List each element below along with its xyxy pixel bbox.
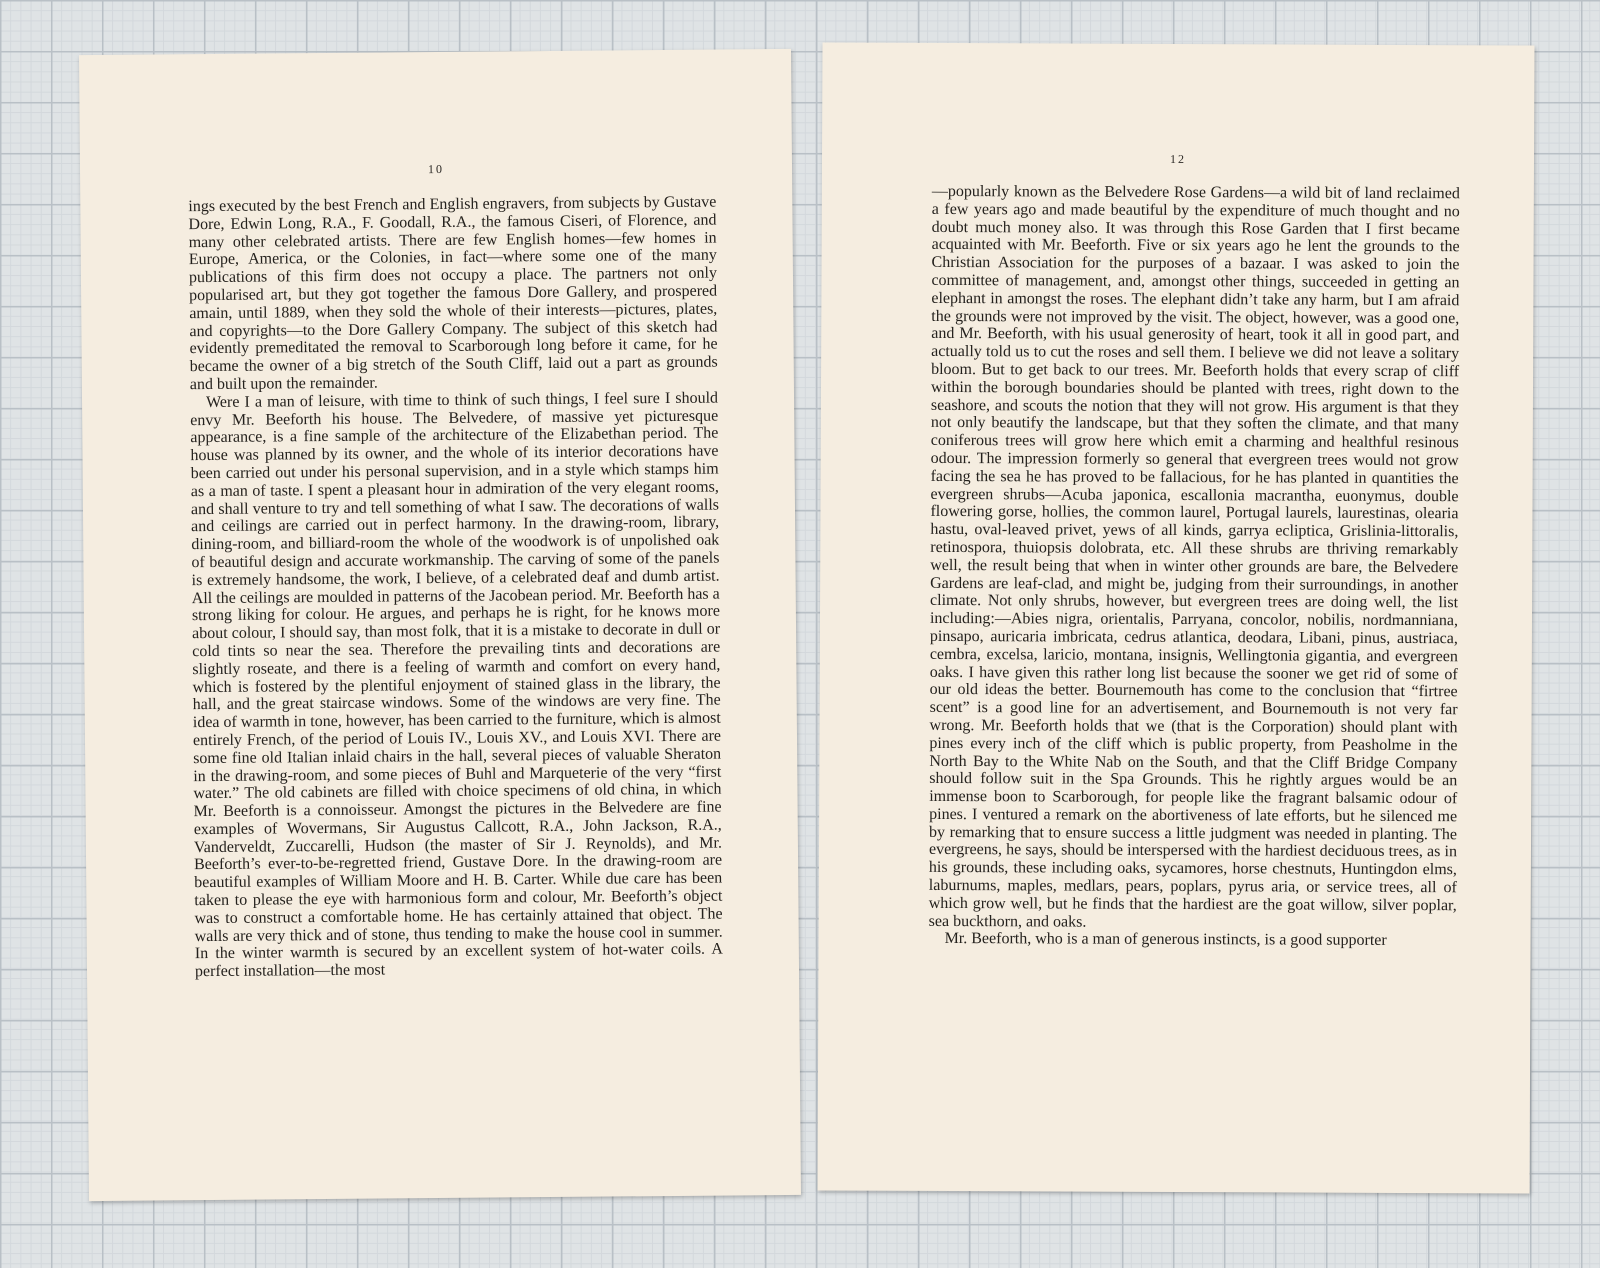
page-number: 10 [427,161,445,177]
page-number: 12 [1169,151,1187,167]
paragraph: Mr. Beeforth, who is a man of generous instincts, is a good supporter [944,930,1387,950]
page-right [817,42,1534,1193]
page-left [79,49,801,1201]
paragraph: ings executed by the best French and English engravers, from subjects by Gustave Dore, Edwin Long, R.A., F. Goodall, R.A., the famous Ciseri, of Florence, and many other celebrated artists. There are few English homes—few homes in Europe, America, or the Colonies, in fact—where some one of the many publications of this firm does not occupy a place. The partners not only popularised art, but they got together the famous Dore Gallery, and prospered amain, until 1889, when they sold the whole of their interests—pictures, plates, and copyrights—to the Dore Gallery Company. The subject of this sketch had evidently premeditated the removal to Scarborough long before it came, for he became the owner of a big stretch of the South Cliff, laid out a part as grounds and built upon the remainder. [188,193,718,394]
page-body-text [929,183,1460,951]
paragraph: —popularly known as the Belvedere Rose Gardens—a wild bit of land reclaimed a few years ago and made beautiful by the expenditure of much thought and no doubt much money also. It was through this Rose Garden that I first became acquainted with Mr. Beeforth. Five or six years ago he lent the grounds to the Christian Association for the purposes of a bazaar. I was asked to join the committee of management, and, amongst other things, succeeded in getting an elephant in amongst the roses. The elephant didn’t take any harm, but I am afraid the grounds were not improved by the visit. The object, however, was a good one, and Mr. Beeforth, with his usual generosity of heart, took it all in good part, and actually told us to cut the roses and sell them. I believe we did not leave a solitary bloom. But to get back to our trees. Mr. Beeforth holds that every scrap of cliff within the borough boundaries should be planted with trees, right down to the seashore, and scouts the notion that they will not grow. His argument is that they not only beautify the landscape, but that they soften the climate, and that many coniferous trees will grow here which emit a charming and healthful resinous odour. The impression formerly so general that evergreen trees would not grow facing the sea he has proved to be fallacious, for he has planted in quantities the evergreen shrubs—Acuba japonica, escallonia macrantha, euonymus, double flowering gorse, hollies, the common laurel, Portugal laurels, laurestinas, olearia hastu, oval-leaved privet, yews of all kinds, garrya ecliptica, Grislinia-littoralis, retinospora, thuiopsis dolobrata, etc. All these shrubs are thriving remarkably well, the result being that when in winter other grounds are bare, the Belvedere Gardens are leaf-clad, and might be, judging from their surroundings, in another climate. Not only shrubs, however, but evergreen trees are doing well, the list including:—Abies nigra, orientalis, Parryana, concolor, nobilis, nordmanniana, pinsapo, auricaria imbricata, cedrus atlantica, deodara, Libani, pinus, austriaca, cembra, excelsa, laricio, montana, insignis, Wellingtonia gigantia, and evergreen oaks. I have given this rather long list because the sooner we get rid of some of our old ideas the better. Bournemouth has come to the conclusion that “firtree scent” is a good line for an advertisement, and Bournemouth is not very far wrong. Mr. Beeforth holds that we (that is the Corporation) should plant with pines every inch of the cliff which is public property, from Peasholme in the North Bay to the White Nab on the South, and that the Cliff Bridge Company should follow suit in the Spa Grounds. This he rightly argues would be an immense boon to Scarborough, for people like the fragrant balsamic odour of pines. I ventured a remark on the abortiveness of late efforts, but he silenced me by remarking that to ensure success a little judgment was needed in planting. The evergreens, he says, should be interspersed with the hardiest deciduous trees, as in his grounds, these including oaks, sycamores, horse chestnuts, Huntingdon elms, laburnums, maples, medlars, pears, poplars, pyrus aria, or service trees, all of which grow well, but he finds that the hardiest are the goat willow, silver poplar, sea buckthorn, and oaks. [928,182,1460,931]
paragraph: Were I a man of leisure, with time to think of such things, I feel sure I should envy Mr. Beeforth his house. The Belvedere, of massive yet picturesque appearance, is a fine sample of the architecture of the Elizabethan period. The house was planned by its owner, and the whole of its interior decorations have been carried out under his personal supervision, and in a style which stamps him as a man of taste. I spent a pleasant hour in admiration of the very elegant rooms, and shall venture to try and tell something of what I saw. The decorations of walls and ceilings are carried out in perfect harmony. In the drawing-room, library, dining-room, and billiard-room the whole of the woodwork is of unpolished oak of beautiful design and accurate workmanship. The carving of some of the panels is extremely handsome, the work, I believe, of a celebrated deaf and dumb artist. All the ceilings are moulded in patterns of the Jacobean period. Mr. Beeforth has a strong liking for colour. He argues, and perhaps he is right, for he knows more about colour, I should say, than most folk, that it is a mistake to decorate in dull or cold tints so near the sea. Therefore the prevailing tints and decorations are slightly roseate, and there is a feeling of warmth and comfort on every hand, which is fostered by the plentiful enjoyment of stained glass in the library, the hall, and the great staircase windows. Some of the windows are very fine. The idea of warmth in tone, however, has been carried to the furniture, which is almost entirely French, of the period of Louis IV., Louis XV., and Louis XVI. There are some fine old Italian inlaid chairs in the hall, several pieces of valuable Sheraton in the drawing-room, and some pieces of Buhl and Marqueterie of the very “first water.” The old cabinets are filled with choice specimens of old china, in which Mr. Beeforth is a connoisseur. Amongst the pictures in the Belvedere are fine examples of Wovermans, Sir Augustus Callcott, R.A., John Jackson, R.A., Vanderveldt, Zuccarelli, Hudson (the master of Sir J. Reynolds), and Mr. Beeforth’s ever-to-be-regretted friend, Gustave Dore. In the drawing-room are beautiful examples of William Moore and H. B. Carter. While due care has been taken to please the eye with harmonious form and colour, Mr. Beeforth’s object was to construct a comfortable home. He has certainly attained that object. The walls are very thick and of stone, thus tending to make the house cool in summer. In the winter warmth is secured by an excellent system of hot-water coils. A perfect installation—the most [190,389,723,981]
page-body-text [188,194,723,982]
